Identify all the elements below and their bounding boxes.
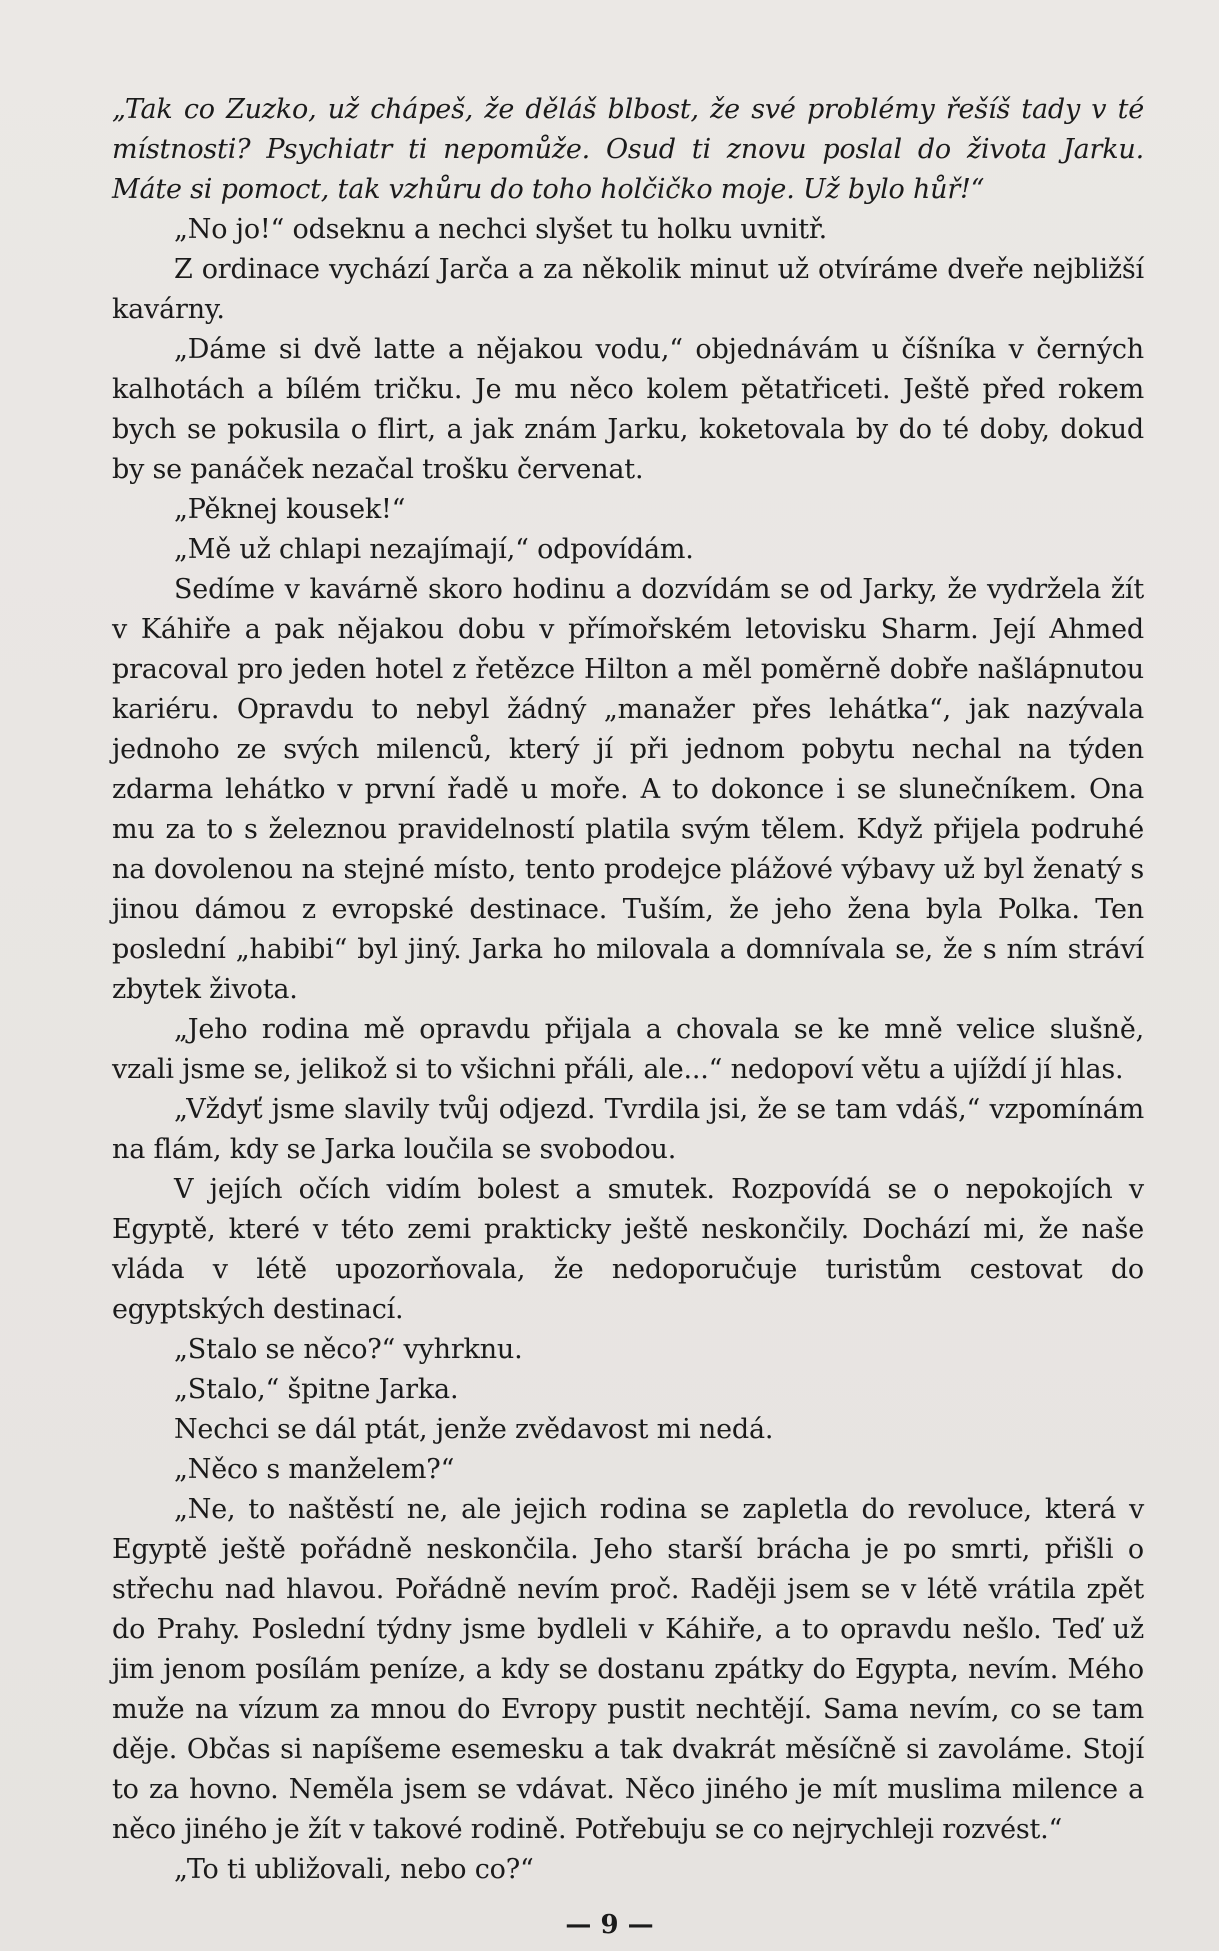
paragraph-14: „Něco s manželem?“ [174,1454,455,1485]
paragraph-13: Nechci se dál ptát, jenže zvědavost mi nedá. [174,1414,774,1445]
body-text [112,90,1144,1890]
paragraph-1: „Tak co Zuzko, už chápeš, že děláš blbost, že své problémy řešíš tady v té místnosti? Psychiatr ti nepomůže. Osud ti znovu poslal do života Jarku. Máte si pomoct, tak vzhůru do toho holčičko moje. Už bylo hůř!“ [112,94,1144,205]
paragraph-11: „Stalo se něco?“ vyhrknu. [174,1334,523,1365]
paragraph-2: „No jo!“ odseknu a nechci slyšet tu holku uvnitř. [174,214,827,245]
paragraph-16: „To ti ubližovali, nebo co?“ [174,1854,534,1885]
paragraph-8: „Jeho rodina mě opravdu přijala a chovala se ke mně velice slušně, vzali jsme se, jelikož si to všichni přáli, ale...“ nedopoví větu a ujíždí jí hlas. [112,1014,1144,1085]
paragraph-15: „Ne, to naštěstí ne, ale jejich rodina se zapletla do revoluce, která v Egyptě ještě pořádně neskončila. Jeho starší brácha je po smrti, přišli o střechu nad hlavou. Pořádně nevím proč. Raději jsem se v létě vrátila zpět do Prahy. Poslední týdny jsme bydleli v Káhiře, a to opravdu nešlo. Teď už jim jenom posílám peníze, a kdy se dostanu zpátky do Egypta, nevím. Mého muže na vízum za mnou do Evropy pustit nechtějí. Sama nevím, co se tam děje. Občas si napíšeme esemesku a tak dvakrát měsíčně si zavoláme. Stojí to za hovno. Neměla jsem se vdávat. Něco jiného je mít muslima milence a něco jiného je žít v takové rodině. Potřebuju se co nejrychleji rozvést.“ [112,1494,1144,1845]
paragraph-7: Sedíme v kavárně skoro hodinu a dozvídám se od Jarky, že vydržela žít v Káhiře a pak nějakou dobu v přímořském letovisku Sharm. Její Ahmed pracoval pro jeden hotel z řetězce Hilton a měl poměrně dobře našlápnutou kariéru. Opravdu to nebyl žádný „manažer přes lehátka“, jak nazývala jednoho ze svých milenců, který jí při jednom pobytu nechal na týden zdarma lehátko v první řadě u moře. A to dokonce i se slunečníkem. Ona mu za to s železnou pravidelností platila svým tělem. Když přijela podruhé na dovolenou na stejné místo, tento prodejce plážové výbavy už byl ženatý s jinou dámou z evropské destinace. Tuším, že jeho žena byla Polka. Ten poslední „habibi“ byl jiný. Jarka ho milovala a domnívala se, že s ním stráví zbytek života. [112,574,1144,1005]
paragraph-4: „Dáme si dvě latte a nějakou vodu,“ objednávám u číšníka v černých kalhotách a bílém tričku. Je mu něco kolem pětatřiceti. Ještě před rokem bych se pokusila o flirt, a jak znám Jarku, koketovala by do té doby, dokud by se panáček nezačal trošku červenat. [112,334,1144,485]
page-number: — 9 — [565,1910,654,1940]
paragraph-12: „Stalo,“ špitne Jarka. [174,1374,459,1405]
paragraph-5: „Pěknej kousek!“ [174,494,406,525]
paragraph-9: „Vždyť jsme slavily tvůj odjezd. Tvrdila jsi, že se tam vdáš,“ vzpomínám na flám, kdy se Jarka loučila se svobodou. [112,1094,1144,1165]
paragraph-6: „Mě už chlapi nezajímají,“ odpovídám. [174,534,694,565]
paragraph-3: Z ordinace vychází Jarča a za několik minut už otvíráme dveře nejbližší kavárny. [112,254,1144,325]
paragraph-10: V jejích očích vidím bolest a smutek. Rozpovídá se o nepokojích v Egyptě, které v této zemi prakticky ještě neskončily. Dochází mi, že naše vláda v létě upozorňovala, že nedoporučuje turistům cestovat do egyptských destinací. [112,1174,1144,1325]
